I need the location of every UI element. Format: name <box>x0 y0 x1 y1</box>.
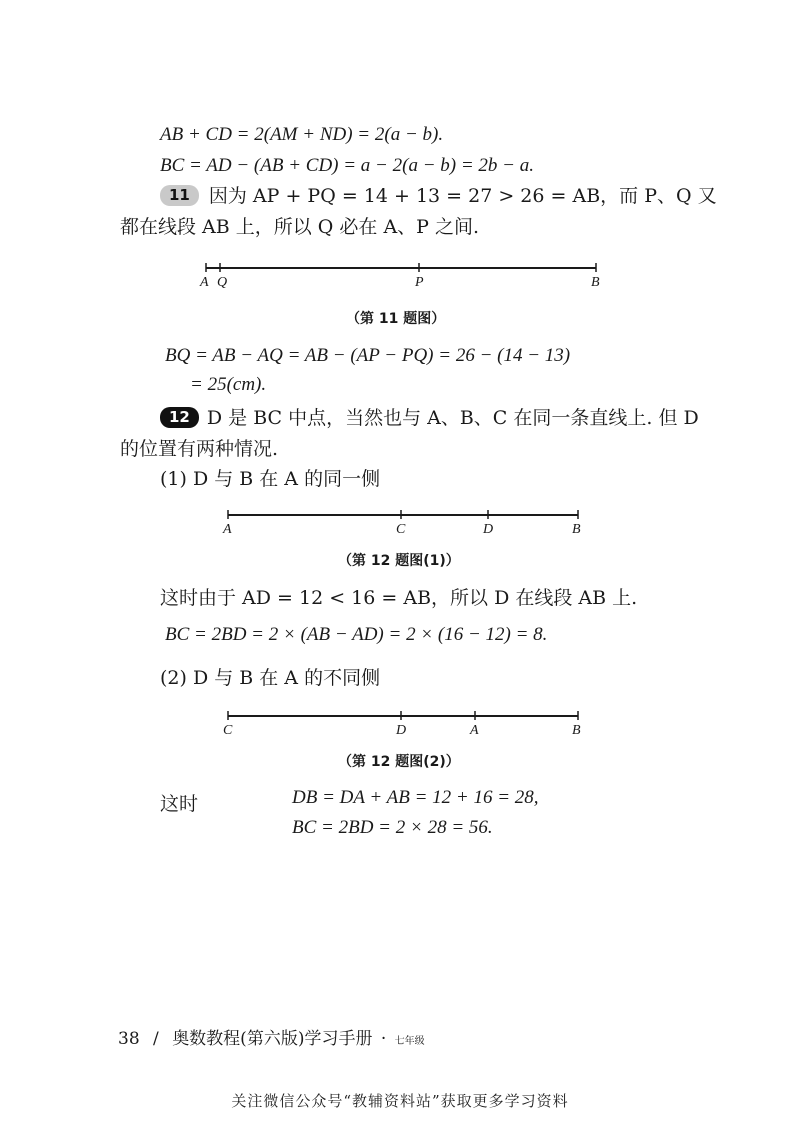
problem-11-calc-line-1: BQ = AB − AQ = AB − (AP − PQ) = 26 − (14 − 13) <box>165 345 571 366</box>
watermark-text: 关注微信公众号“教辅资料站”获取更多学习资料 <box>231 1092 569 1110</box>
case-2-calc-line-1: DB = DA + AB = 12 + 16 = 28, <box>292 787 539 808</box>
point-label-a: A <box>470 723 479 738</box>
point-label-b: B <box>572 723 581 738</box>
case-2-calc-line-2: BC = 2BD = 2 × 28 = 56. <box>292 817 493 838</box>
problem-11-calc-line-2: = 25(cm). <box>190 374 267 395</box>
figure-12-2-segment <box>222 710 592 740</box>
case-2-lead: 这时 <box>160 793 199 815</box>
problem-number-badge: 12 <box>160 407 199 428</box>
case-1-title: (1) D 与 B 在 A 的同一侧 <box>160 468 381 490</box>
point-label-c: C <box>223 723 233 738</box>
problem-11-statement-line-1 <box>160 183 717 209</box>
footer-dot: · <box>380 1029 387 1049</box>
problem-11-text: 因为 AP + PQ = 14 + 13 = 27 > 26 = AB，而 P、Q 又 <box>208 185 717 207</box>
case-1-text: 这时由于 AD = 12 < 16 = AB，所以 D 在线段 AB 上. <box>160 587 638 609</box>
problem-12-statement-line-1 <box>160 405 699 431</box>
figure-11-segment <box>200 262 610 292</box>
case-1-calc: BC = 2BD = 2 × (AB − AD) = 2 × (16 − 12) = 8. <box>165 624 548 645</box>
point-label-d: D <box>396 723 407 738</box>
point-label-d: D <box>483 522 494 537</box>
problem-12-text: D 是 BC 中点，当然也与 A、B、C 在同一条直线上. 但 D <box>206 407 699 429</box>
page-footer <box>118 1024 425 1049</box>
point-label-a: A <box>200 275 209 290</box>
problem-number-badge: 11 <box>160 185 199 206</box>
point-label-b: B <box>591 275 600 290</box>
figure-11-caption: （第 11 题图） <box>346 311 446 327</box>
point-label-p: P <box>415 275 424 290</box>
point-label-a: A <box>223 522 232 537</box>
figure-12-2-caption: （第 12 题图(2)） <box>338 754 460 770</box>
grade-label: 七年级 <box>394 1036 425 1047</box>
point-label-c: C <box>396 522 406 537</box>
problem-12-statement-line-2: 的位置有两种情况. <box>120 438 279 460</box>
page-number: 38 <box>118 1029 140 1049</box>
footer-separator: / <box>153 1029 159 1049</box>
point-label-q: Q <box>217 275 228 290</box>
book-title: 奥数教程(第六版)学习手册 <box>172 1029 373 1049</box>
problem-11-statement-line-2: 都在线段 AB 上，所以 Q 必在 A、P 之间. <box>120 216 480 238</box>
figure-12-1-caption: （第 12 题图(1)） <box>338 553 460 569</box>
point-label-b: B <box>572 522 581 537</box>
prev-solution-line-2: BC = AD − (AB + CD) = a − 2(a − b) = 2b − a. <box>160 155 534 176</box>
prev-solution-line-1: AB + CD = 2(AM + ND) = 2(a − b). <box>160 124 444 145</box>
case-2-title: (2) D 与 B 在 A 的不同侧 <box>160 667 381 689</box>
figure-12-1-segment <box>222 509 592 539</box>
